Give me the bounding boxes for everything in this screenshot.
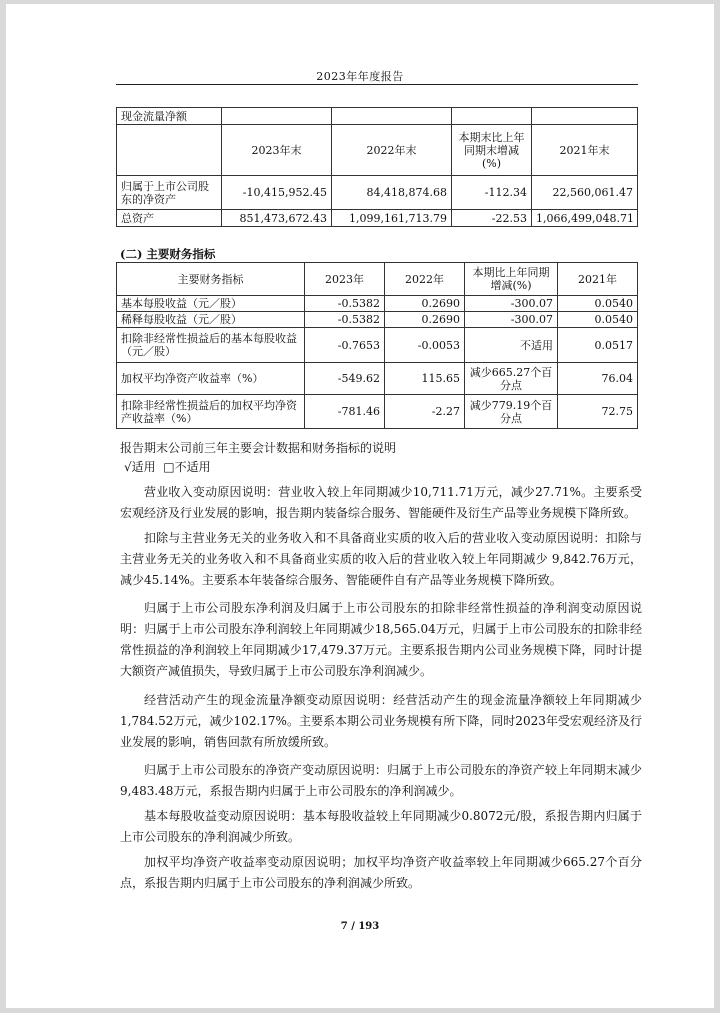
table-header-row (117, 263, 638, 296)
table-cell: -10,415,952.45 (222, 176, 332, 210)
paragraph: 营业收入变动原因说明：营业收入较上年同期减少10,711.71万元，减少27.71%。主要系受宏观经济及行业发展的影响，报告期内装备综合服务、智能硬件及衍生产品等业务规模下降所致。 (120, 485, 642, 520)
table-cell: -0.7653 (305, 328, 385, 363)
paragraph: 归属于上市公司股东的净资产变动原因说明：归属于上市公司股东的净资产较上年同期末减少9,483.48万元，系报告期内归属于上市公司股东的净利润减少。 (120, 763, 642, 798)
report-header-title: 2023年年度报告 (316, 70, 404, 83)
table-cell: -22.53 (452, 210, 532, 227)
applicability-checkboxes (124, 458, 211, 475)
paragraph: 基本每股收益变动原因说明：基本每股收益较上年同期减少0.8072元/股，系报告期内归属于上市公司股东的净利润减少所致。 (120, 809, 642, 844)
table-cell-label: 现金流量净额 (117, 108, 222, 125)
column-header: 2022年 (385, 263, 465, 296)
checkbox-not-applicable: □不适用 (163, 460, 211, 474)
document-page (6, 4, 714, 1008)
paragraph: 归属于上市公司股东净利润及归属于上市公司股东的扣除非经常性损益的净利润变动原因说明：归属于上市公司股东净利润较上年同期减少18,565.04万元，归属于上市公司股东的扣除非经常性损益的净利润较上年同期减少17,479.37万元。主要系报告期内公司业务规模下降，同时计提大额资产减值损失，导致归属于上市公司股东净利润减少。 (120, 601, 642, 678)
section-heading: (二) 主要财务指标 (120, 247, 216, 261)
table-cell: 1,099,161,713.79 (332, 210, 452, 227)
table-cell: 76.04 (558, 363, 638, 395)
table-cell: 0.2690 (385, 312, 465, 328)
paragraph: 扣除与主营业务无关的业务收入和不具备商业实质的收入后的营业收入变动原因说明：扣除与主营业务无关的业务收入和不具备商业实质的收入后的营业收入较上年同期减少 9,842.76万元，减少45.14%。主要系本年装备综合服务、智能硬件自有产品等业务规模下降所致。 (120, 531, 642, 587)
header-rule (116, 84, 638, 85)
row-label: 扣除非经常性损益后的基本每股收益（元／股） (117, 328, 305, 363)
table-cell: 0.0540 (558, 312, 638, 328)
table-cell: 84,418,874.68 (332, 176, 452, 210)
table-cell: 1,066,499,048.71 (532, 210, 638, 227)
table-cell: -781.46 (305, 395, 385, 429)
table-cell: -300.07 (465, 312, 558, 328)
row-label: 归属于上市公司股东的净资产 (117, 176, 222, 210)
table-cell: 72.75 (558, 395, 638, 429)
table-cell: -549.62 (305, 363, 385, 395)
paragraph: 经营活动产生的现金流量净额变动原因说明：经营活动产生的现金流量净额较上年同期减少1,784.52万元，减少102.17%。主要系本期公司业务规模有所下降，同时2023年受宏观经济及行业发展的影响，销售回款有所放缓所致。 (120, 693, 642, 749)
row-label: 扣除非经常性损益后的加权平均净资产收益率（%） (117, 395, 305, 429)
column-header: 本期末比上年同期末增减(%) (452, 125, 532, 176)
table-cell: 0.2690 (385, 296, 465, 312)
table-cell: -2.27 (385, 395, 465, 429)
table-cell: 减少665.27个百分点 (465, 363, 558, 395)
table-row (117, 176, 638, 210)
table-cell: 851,473,672.43 (222, 210, 332, 227)
table-cell: -300.07 (465, 296, 558, 312)
row-label: 加权平均净资产收益率（%） (117, 363, 305, 395)
row-label: 总资产 (117, 210, 222, 227)
table-cell: 115.65 (385, 363, 465, 395)
paragraph: 加权平均净资产收益率变动原因说明；加权平均净资产收益率较上年同期减少665.27个百分点，系报告期内归属于上市公司股东的净利润减少所致。 (120, 855, 642, 890)
table-row (117, 108, 638, 125)
column-header: 2022年末 (332, 125, 452, 176)
checkbox-applicable: √适用 (124, 460, 156, 474)
table-cell: -112.34 (452, 176, 532, 210)
table-cell: 0.0517 (558, 328, 638, 363)
row-label: 稀释每股收益（元／股） (117, 312, 305, 328)
table-cell: -0.0053 (385, 328, 465, 363)
table-cell: 22,560,061.47 (532, 176, 638, 210)
table-row (117, 296, 638, 312)
table-cell: -0.5382 (305, 312, 385, 328)
column-header: 本期比上年同期增减(%) (465, 263, 558, 296)
column-header: 2021年末 (532, 125, 638, 176)
page-number: 7 / 193 (340, 921, 380, 932)
table-row (117, 363, 638, 395)
column-header: 2023年末 (222, 125, 332, 176)
key-financial-indicators-table (116, 262, 638, 429)
table-row (117, 210, 638, 227)
column-header: 2023年 (305, 263, 385, 296)
table-row (117, 328, 638, 363)
column-header: 主要财务指标 (117, 263, 305, 296)
table-cell: 0.0540 (558, 296, 638, 312)
table-row (117, 312, 638, 328)
net-assets-table (116, 107, 638, 227)
table-row (117, 395, 638, 429)
table-cell: -0.5382 (305, 296, 385, 312)
row-label: 基本每股收益（元／股） (117, 296, 305, 312)
notes-title: 报告期末公司前三年主要会计数据和财务指标的说明 (120, 441, 397, 455)
table-cell: 不适用 (465, 328, 558, 363)
table-header-row (117, 125, 638, 176)
table-cell: 减少779.19个百分点 (465, 395, 558, 429)
column-header: 2021年 (558, 263, 638, 296)
